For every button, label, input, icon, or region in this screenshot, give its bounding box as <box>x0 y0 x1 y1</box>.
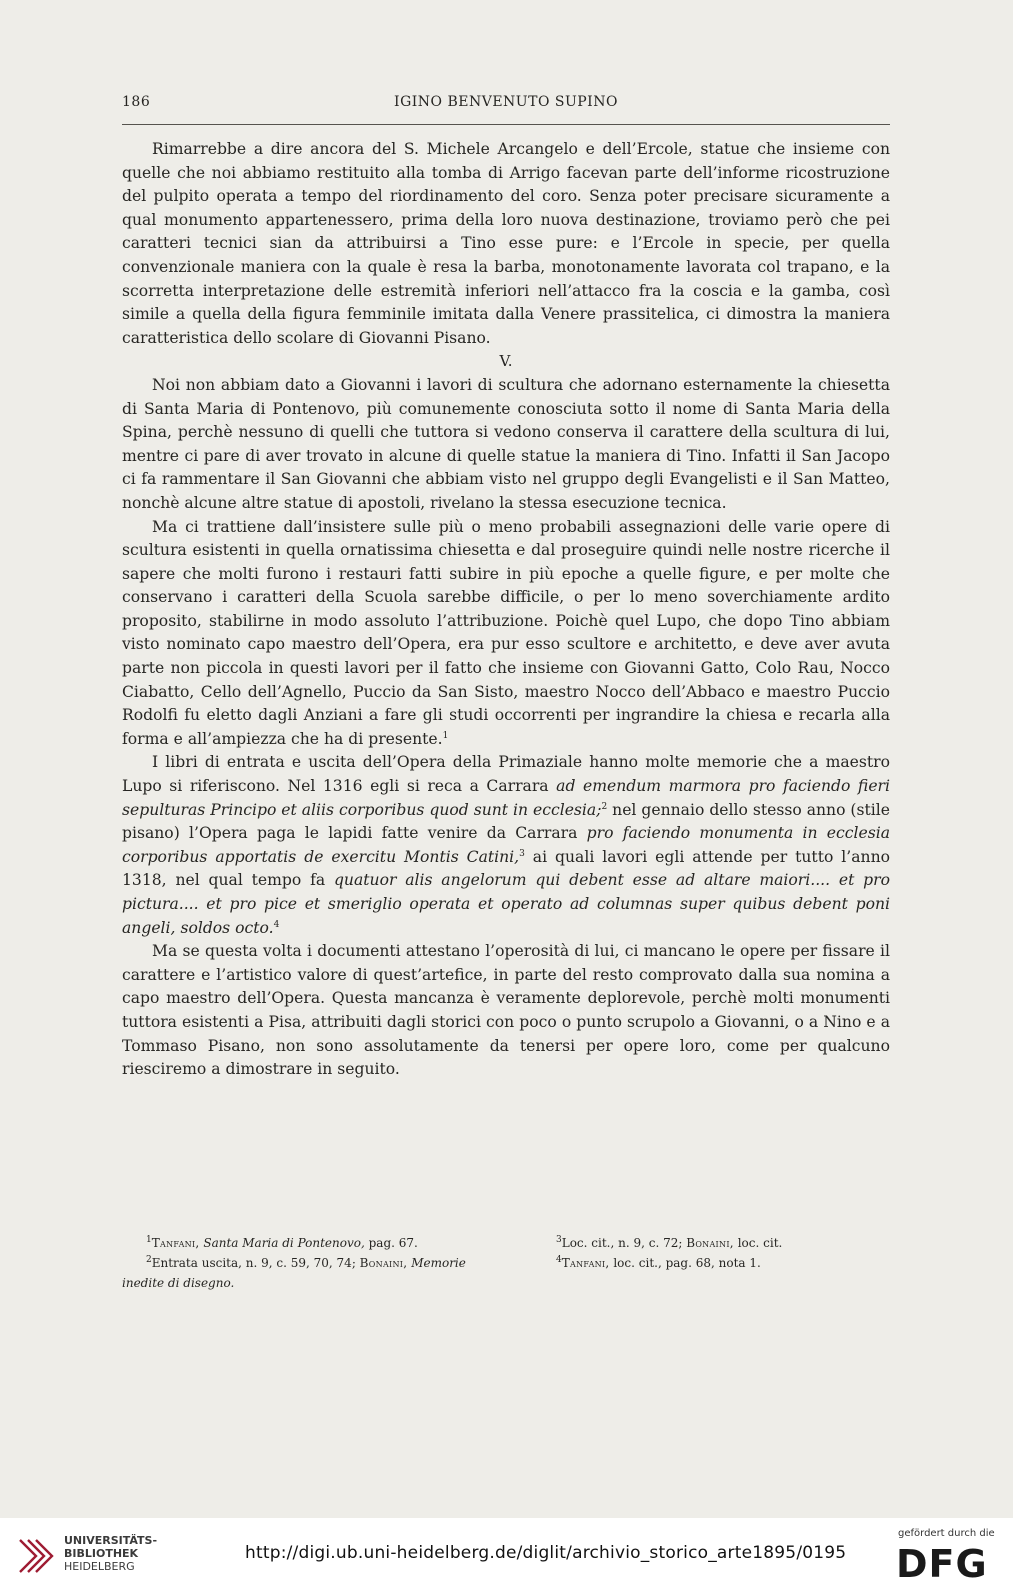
footnote-1-author: Tanfani, <box>151 1236 200 1250</box>
footnote-2-title-2: inedite di disegno. <box>122 1276 235 1290</box>
section-heading: V. <box>499 352 513 371</box>
paragraph-4-text-c: ai quali lavori egli attende per tutto l’anno 1318, nel qual tempo fa <box>122 847 890 890</box>
footnote-4 <box>532 1253 890 1273</box>
institution-line-1: UNIVERSITÄTS- <box>64 1534 158 1547</box>
footnote-4-rest: loc. cit., pag. 68, nota 1. <box>609 1256 761 1270</box>
permalink-url[interactable]: http://digi.ub.uni-heidelberg.de/diglit/archivio_storico_arte1895/0195 <box>245 1543 847 1563</box>
paragraph-4-text-a: I libri di entrata e uscita dell’Opera della Primaziale hanno molte memorie che a maestro Lupo si riferiscono. Nel 1316 egli si reca a Carrara <box>122 753 890 796</box>
footnote-2-author: Bonaini, <box>359 1256 408 1270</box>
university-library-logo-icon <box>16 1532 58 1578</box>
institution-line-3: HEIDELBERG <box>64 1560 135 1573</box>
dfg-logo: DFG <box>896 1542 988 1586</box>
footnote-4-author: Tanfani, <box>561 1256 610 1270</box>
footnote-ref-4: 4 <box>273 919 280 930</box>
latin-quote-3: quatuor alis angelorum qui debent esse ad altare maiori.... et pro pictura.... et pro pice et smeriglio operata et operato ad columnas super quibus debent poni angeli, soldos octo. <box>122 871 890 937</box>
footnote-3 <box>532 1233 890 1253</box>
paragraph-1: Rimarrebbe a dire ancora del S. Michele Arcangelo e dell’Ercole, statue che insieme con quelle che noi abbiamo restituito alla tomba di Arrigo facevan parte dell’informe ricostruzione del pulpito operata a tempo del riordinamento del coro. Senza poter precisare sicuramente a qual monumento appartenessero, prima della loro nuova destinazione, troviamo però che pei caratteri tecnici sian da attribuirsi a Tino esse pure: e l’Ercole in specie, per quella convenzionale maniera con la quale è resa la barba, monotonamente lavorata col trapano, e la scorretta interpretazione delle estremità inferiori nell’attacco fra la coscia e la gamba, così simile a quella della figura femminile imitata dalla Venere prassitelica, ci dimostra la maniera caratteristica dello scolare di Giovanni Pisano. <box>122 140 890 347</box>
footnote-2-text: Entrata uscita, n. 9, c. 59, 70, 74; <box>151 1256 360 1270</box>
paragraph-3 <box>122 516 890 752</box>
footnotes-left-column <box>122 1233 502 1293</box>
latin-quote-1: ad emendum marmora pro faciendo fieri sepulturas Principo et aliis corporibus quod sunt in ecclesia; <box>122 777 890 819</box>
footnotes-right-column <box>532 1233 890 1273</box>
digitization-footer <box>0 1518 1013 1591</box>
footnote-2 <box>122 1253 502 1273</box>
footnote-1 <box>122 1233 502 1253</box>
funding-label: gefördert durch die <box>898 1528 995 1539</box>
footnote-ref-3: 3 <box>519 848 525 859</box>
paragraph-5: Ma se questa volta i documenti attestano l’operosità di lui, ci mancano le opere per fissare il carattere e l’artistico valore di quest’artefice, in parte del resto comprovato dalla sua nomina a capo maestro dell’Opera. Questa mancanza è veramente deplorevole, perchè molti monumenti tuttora esistenti a Pisa, attribuiti dagli storici con poco o punto scrupolo a Giovanni, o a Nino e a Tommaso Pisano, non sono assolutamente da tenersi per opere loro, come per qualcuno riesciremo a dimostrare in seguito. <box>122 942 890 1079</box>
footnote-ref-2: 2 <box>601 801 608 812</box>
footnote-1-rest: pag. 67. <box>364 1236 418 1250</box>
header-rule <box>122 124 890 125</box>
footnote-ref-1: 1 <box>442 730 449 741</box>
paragraph-4-text-b: nel gennaio dello stesso anno (stile pisano) l’Opera paga le lapidi fatte venire da Carrara <box>122 800 890 843</box>
main-text <box>122 138 890 1082</box>
paragraph-2: Noi non abbiam dato a Giovanni i lavori di scultura che adornano esternamente la chiesetta di Santa Maria di Pontenovo, più comunemente conosciuta sotto il nome di Santa Maria della Spina, perchè nessuno di quelli che tuttora si vedono conserva il carattere della scultura di lui, mentre ci pare di aver trovato in alcune di quelle statue la maniera di Tino. Infatti il San Jacopo ci fa rammentare il San Giovanni che abbiam visto nel gruppo degli Evangelisti e il San Matteo, nonchè alcune altre statue di apostoli, rivelano la stessa esecuzione tecnica. <box>122 375 890 512</box>
university-library-name <box>64 1534 157 1573</box>
footnote-2-title-1: Memorie <box>411 1256 466 1270</box>
footnote-3-number: 3 <box>556 1235 562 1245</box>
page-number: 186 <box>122 94 151 110</box>
footnote-3-author: Bonaini, <box>686 1236 734 1250</box>
institution-line-2: BIBLIOTHEK <box>64 1547 139 1560</box>
running-title: IGINO BENVENUTO SUPINO <box>394 94 618 110</box>
footnote-2-continuation <box>122 1273 502 1293</box>
paragraph-3-text: Ma ci trattiene dall’insistere sulle più o meno probabili assegnazioni delle varie opere di scultura esistenti in quella ornatissima chiesetta e dal proseguire quindi nelle nostre ricerche il sapere che molti furono i restauri fatti subire in più epoche a quelle figure, e per molte che conservano i caratteri della Scuola sarebbe difficile, o per lo meno soverchiamente ardito proposito, stabilirne in modo assoluto l’attribuzione. Poichè quel Lupo, che dopo Tino abbiam visto nominato capo maestro dell’Opera, era pur esso scultore e architetto, e deve aver avuta parte non piccola in questi lavori per il fatto che insieme con Giovanni Gatto, Colo Rau, Nocco Ciabatto, Cello dell’Agnello, Puccio da San Sisto, maestro Nocco dell’Abbaco e maestro Puccio Rodolfi fu eletto dagli Anziani a fare gli studi occorrenti per ingrandire la chiesa e recarla alla forma e all’ampiezza che ha di presente. <box>122 517 890 748</box>
footnote-3-text: Loc. cit., n. 9, c. 72; <box>561 1236 687 1250</box>
footnote-3-rest: loc. cit. <box>733 1236 783 1250</box>
paragraph-4 <box>122 751 890 940</box>
footnote-1-number: 1 <box>146 1235 152 1245</box>
footnote-4-number: 4 <box>556 1255 562 1265</box>
footnote-1-title: Santa Maria di Pontenovo, <box>203 1236 365 1250</box>
page-header <box>122 94 890 118</box>
footnote-2-number: 2 <box>146 1255 152 1265</box>
latin-quote-2: pro faciendo monumenta in ecclesia corporibus apportatis de exercitu Montis Catini, <box>122 824 890 866</box>
